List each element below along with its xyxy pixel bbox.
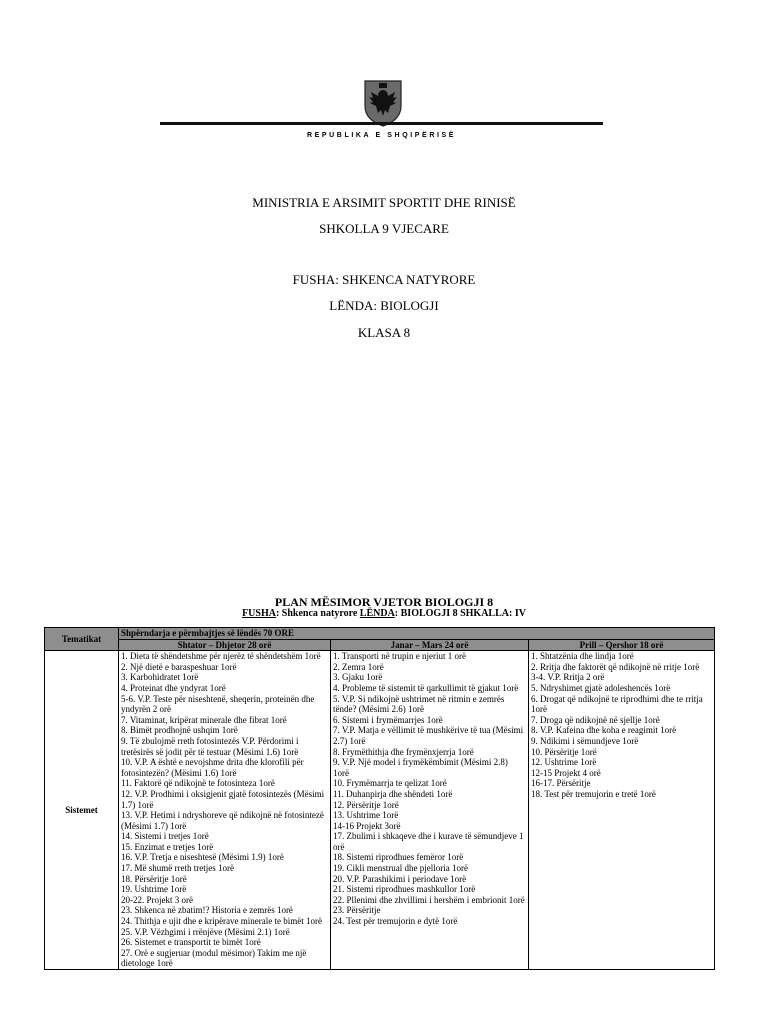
lesson-item: 12. Përsëritje 1orë xyxy=(333,799,399,810)
lesson-item: 19. Cikli menstrual dhe pjelloria 1orë xyxy=(333,863,468,874)
lesson-item: 12. Ushtrime 1orë xyxy=(531,757,597,768)
lesson-item: 3. Gjaku 1orë xyxy=(333,672,383,683)
lesson-item: 11. Duhanpirja dhe shëndeti 1orë xyxy=(333,788,453,799)
lesson-item: 12-15 Projekt 4 orë xyxy=(531,767,601,778)
lesson-item: 8. V.P. Kafeina dhe koha e reagimit 1orë xyxy=(531,725,677,736)
school-name: SHKOLLA 9 VJECARE xyxy=(319,221,449,236)
header-rule xyxy=(160,122,603,125)
lesson-item: 24. Test për tremujorin e dytë 1orë xyxy=(333,916,458,927)
lesson-item: 18. Test për tremujorin e tretë 1orë xyxy=(531,788,656,799)
plan-title: PLAN MËSIMOR VJETOR BIOLOGJI 8 xyxy=(274,595,494,609)
lesson-item: 8. Bimët prodhojnë ushqim 1orë xyxy=(121,725,238,736)
lesson-item: 2. Një dietë e baraspeshuar 1orë xyxy=(121,661,237,672)
lesson-item: 16. V.P. Tretja e niseshtesë (Mësimi 1.9) 1orë xyxy=(121,852,284,863)
period-1-lessons xyxy=(119,651,331,970)
lesson-item: 17. Më shumë rreth tretjes 1orë xyxy=(121,863,234,874)
lesson-item: 18. Përsëritje 1orë xyxy=(121,873,187,884)
lesson-item: 2. Rritja dhe faktorët që ndikojnë në rritje 1orë xyxy=(531,661,700,672)
lesson-item: 20-22. Projekt 3 orë xyxy=(121,894,193,905)
subject-value: : BIOLOGJI 8 SHKALLA: IV xyxy=(394,608,526,619)
lesson-item: 6. Sistemi i frymëmarrjes 1orë xyxy=(333,714,443,725)
lesson-item: 10. V.P. A është e nevojshme drita dhe klorofili për fotosintezën? (Mësimi 1.6) 1orë xyxy=(121,757,304,778)
period-header-2: Janar – Mars 24 orë xyxy=(331,639,529,651)
lesson-item: 21. Sistemi riprodhues mashkullor 1orë xyxy=(333,884,476,895)
annual-plan-table xyxy=(44,627,715,970)
lesson-item: 12. V.P. Prodhimi i oksigjenit gjatë fotosintezës (Mësimi 1.7) 1orë xyxy=(121,788,325,810)
lesson-item: 9. V.P. Një model i frymëkëmbimit (Mësimi 2.8) 1orë xyxy=(333,757,508,778)
lesson-item: 5-6. V.P. Teste për niseshtenë, sheqerin, proteinën dhe yndyrën 2 orë xyxy=(121,693,315,715)
republic-caption: REPUBLIKA E SHQIPËRISË xyxy=(306,132,457,139)
lesson-item: 11. Faktorë që ndikojnë te fotosinteza 1orë xyxy=(121,778,275,789)
lesson-item: 2. Zemra 1orë xyxy=(333,661,384,672)
plan-subtitle xyxy=(0,608,768,619)
lesson-item: 5. Ndryshimet gjatë adoleshencës 1orë xyxy=(531,682,671,693)
lesson-item: 19. Ushtrime 1orë xyxy=(121,884,187,895)
lesson-item: 16-17. Përsëritje xyxy=(531,778,591,789)
period-header-3: Prill – Qershor 18 orë xyxy=(529,639,715,651)
themes-header: Tematikat xyxy=(45,628,119,651)
lesson-item: 20. V.P. Parashikimi i periodave 1orë xyxy=(333,873,467,884)
lesson-item: 1. Transporti në trupin e njeriut 1 orë xyxy=(333,651,466,662)
lesson-item: 7. V.P. Matja e vëllimit të mushkërive të tua (Mësimi 2.7) 1orë xyxy=(333,725,524,746)
lesson-item: 23. Shkenca në zbatim!? Historia e zemrës 1orë xyxy=(121,905,293,916)
lesson-item: 9. Ndikimi i sëmundjeve 1orë xyxy=(531,735,639,746)
lesson-item: 13. Ushtrime 1orë xyxy=(333,810,399,821)
lesson-item: 7. Droga që ndikojnë në sjellje 1orë xyxy=(531,714,660,725)
lesson-item: 10. Frymëmarrja te qelizat 1orë xyxy=(333,778,447,789)
field-label: FUSHA xyxy=(242,608,276,619)
lesson-item: 10. Përsëritje 1orë xyxy=(531,746,597,757)
lesson-item: 8. Frymëthithja dhe frymënxjerrja 1orë xyxy=(333,746,474,757)
lesson-item: 4. Proteinat dhe yndyrat 1orë xyxy=(121,682,226,693)
period-header-1: Shtator – Dhjetor 28 orë xyxy=(119,639,331,651)
lesson-item: 15. Enzimat e tretjes 1orë xyxy=(121,841,214,852)
lesson-item: 9. Të zbulojmë rreth fotosintezës V.P. Përdorimi i tretësirës së jodit për të testuar (Mësimi 1.6) 1orë xyxy=(121,735,299,757)
lesson-item: 24. Thithja e ujit dhe e kripërave minerale te bimët 1orë xyxy=(121,916,323,927)
ministry-title: MINISTRIA E ARSIMIT SPORTIT DHE RINISË xyxy=(252,195,516,210)
subject-label: LËNDA xyxy=(359,608,395,619)
lesson-item: 3. Karbohidratet 1orë xyxy=(121,672,199,683)
lesson-item: 26. Sistemet e transportit te bimët 1orë xyxy=(121,937,261,948)
lesson-item: 13. V.P. Hetimi i ndryshoreve që ndikojnë në fotosintezë (Mësimi 1.7) 1orë xyxy=(121,810,324,831)
lesson-item: 25. V.P. Vëzhgimi i rrënjëve (Mësimi 2.1) 1orë xyxy=(121,926,290,937)
coat-of-arms-emblem xyxy=(362,78,404,128)
lesson-item: 27. Orë e sugjeruar (modul mësimor) Takim me një dietologe 1orë xyxy=(121,947,307,969)
field-line: FUSHA: SHKENCA NATYRORE xyxy=(292,272,476,287)
lesson-item: 3-4. V.P. Rritja 2 orë xyxy=(531,672,605,683)
subject-line: LËNDA: BIOLOGJI xyxy=(329,298,439,313)
lesson-item: 4. Probleme të sistemit të qarkullimit të gjakut 1orë xyxy=(333,682,519,693)
grade-line: KLASA 8 xyxy=(357,325,411,340)
lesson-item: 14. Sistemi i tretjes 1orë xyxy=(121,831,209,842)
lesson-item: 1. Shtatzënia dhe lindja 1orë xyxy=(531,651,634,662)
lesson-item: 5. V.P. Si ndikojnë ushtrimet në ritmin e zemrës tënde? (Mësimi 2.6) 1orë xyxy=(333,693,505,715)
lesson-item: 23. Përsëritje xyxy=(333,905,381,916)
lesson-item: 17. Zbulimi i shkaqeve dhe i kurave të sëmundjeve 1 orë xyxy=(333,831,524,852)
theme-cell: Sistemet xyxy=(45,651,119,970)
field-value: : Shkenca natyrore xyxy=(275,608,360,619)
lesson-item: 14-16 Projekt 3orë xyxy=(333,820,401,831)
lesson-item: 18. Sistemi riprodhues femëror 1orë xyxy=(333,852,464,863)
distribution-header: Shpërndarja e përmbajtjes së lëndës 70 ORE xyxy=(119,628,715,640)
period-3-lessons xyxy=(529,651,715,970)
lesson-item: 6. Drogat që ndikojnë te riprodhimi dhe te rritja 1orë xyxy=(531,693,703,715)
lesson-item: 1. Dieta të shëndetshme për njerëz të shëndetshëm 1orë xyxy=(121,651,321,662)
lesson-item: 22. Pllenimi dhe zhvillimi i hershëm i embrionit 1orë xyxy=(333,894,525,905)
lesson-item: 7. Vitaminat, kripërat minerale dhe fibrat 1orë xyxy=(121,714,287,725)
period-2-lessons xyxy=(331,651,529,970)
